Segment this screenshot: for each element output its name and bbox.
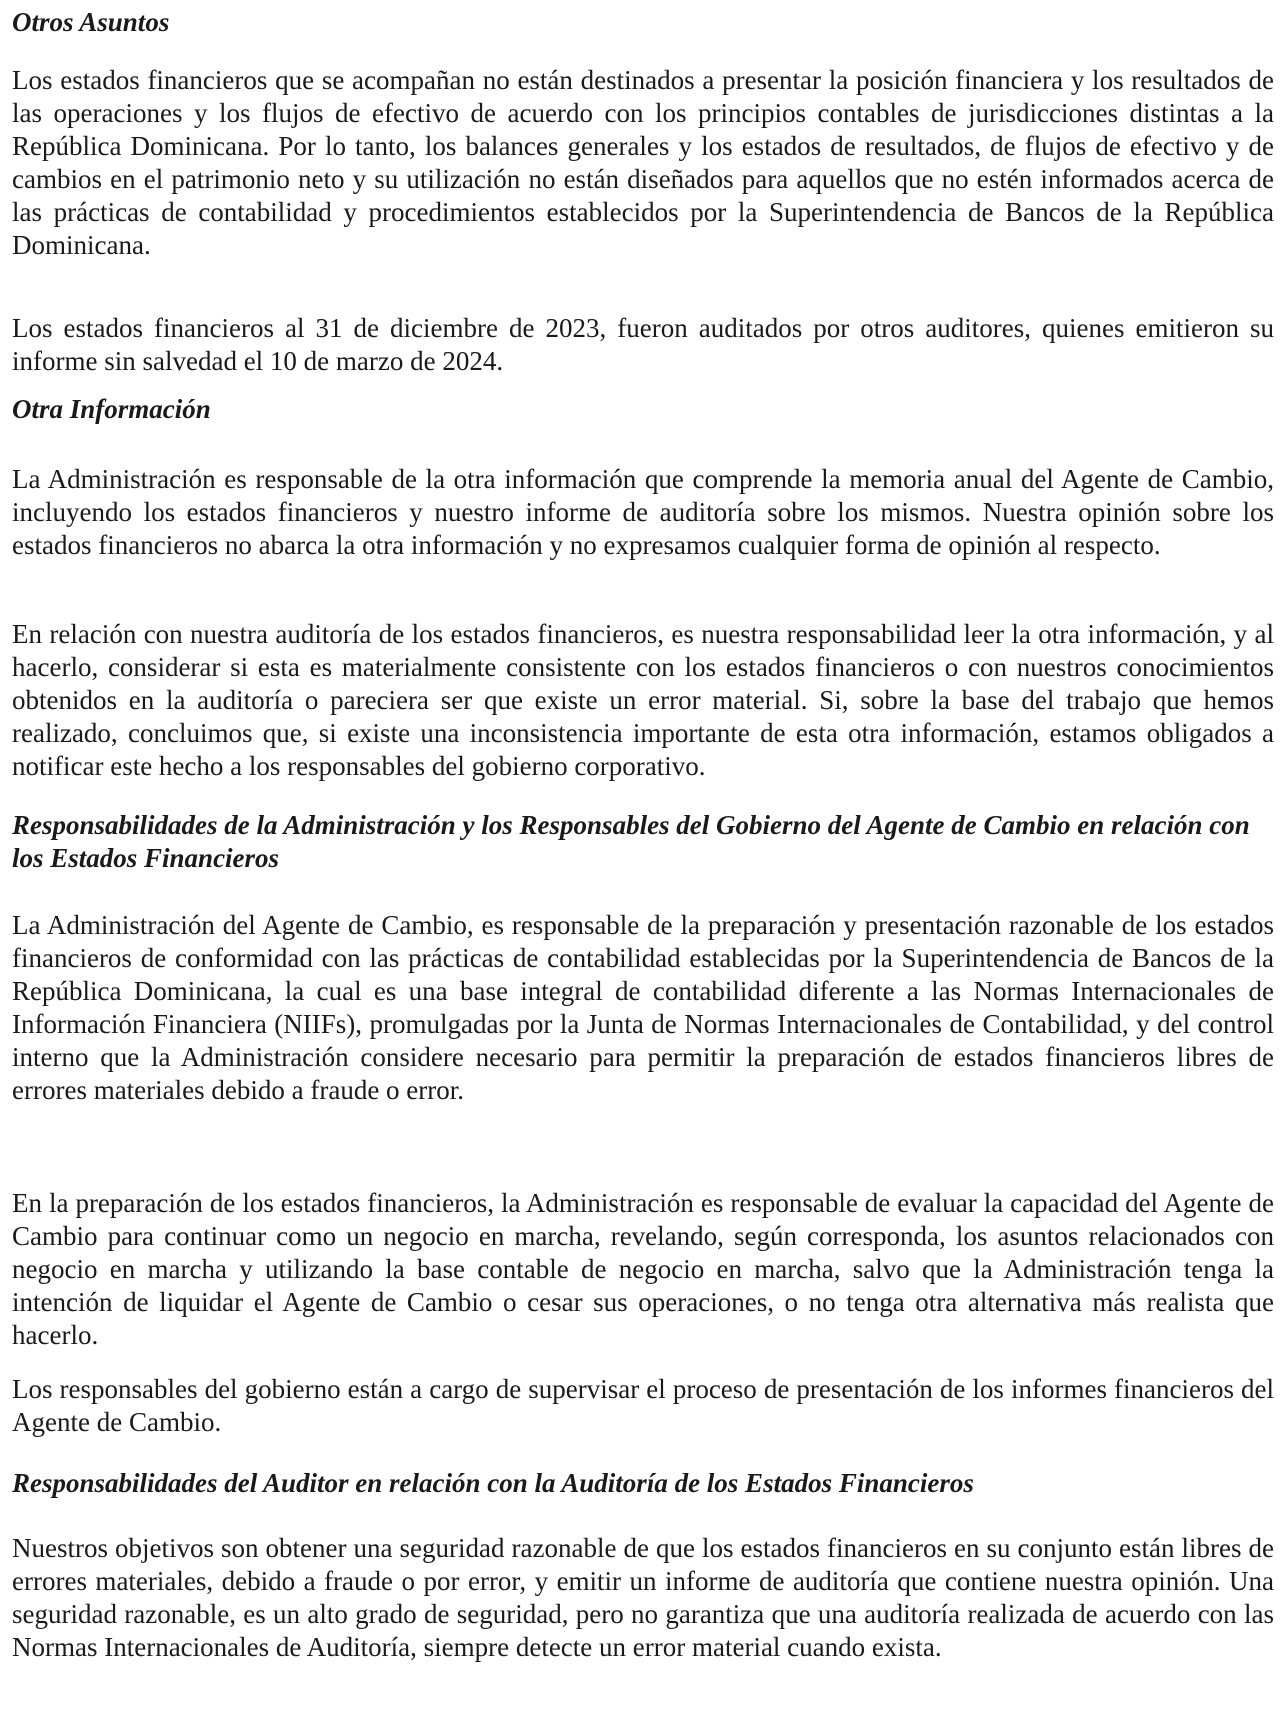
- paragraph-responsabilidades-administracion-3: Los responsables del gobierno están a cargo de supervisar el proceso de presentación de los informes financieros del Agente de Cambio.: [12, 1374, 1274, 1437]
- paragraph-otra-informacion-2: En relación con nuestra auditoría de los estados financieros, es nuestra responsabilidad leer la otra información, y al hacerlo, considerar si esta es materialmente consistente con los estados financieros o con nuestros conocimientos obtenidos en la auditoría o pareciera ser que existe un error material. Si, sobre la base del trabajo que hemos realizado, concluimos que, si existe una inconsistencia importante de esta otra información, estamos obligados a notificar este hecho a los responsables del gobierno corporativo.: [12, 619, 1274, 781]
- paragraph-responsabilidades-administracion-1: La Administración del Agente de Cambio, es responsable de la preparación y presentación razonable de los estados financieros de conformidad con las prácticas de contabilidad establecidas por la Superintendencia de Bancos de la República Dominicana, la cual es una base integral de contabilidad diferente a las Normas Internacionales de Información Financiera (NIIFs), promulgadas por la Junta de Normas Internacionales de Contabilidad, y del control interno que la Administración considere necesario para permitir la preparación de estados financieros libres de errores materiales debido a fraude o error.: [12, 910, 1274, 1105]
- paragraph-otros-asuntos-2: Los estados financieros al 31 de diciembre de 2023, fueron auditados por otros auditores, quienes emitieron su informe sin salvedad el 10 de marzo de 2024.: [12, 313, 1274, 376]
- paragraph-otros-asuntos-1: Los estados financieros que se acompañan no están destinados a presentar la posición financiera y los resultados de las operaciones y los flujos de efectivo de acuerdo con los principios contables de jurisdicciones distintas a la República Dominicana. Por lo tanto, los balances generales y los estados de resultados, de flujos de efectivo y de cambios en el patrimonio neto y su utilización no están diseñados para aquellos que no estén informados acerca de las prácticas de contabilidad y procedimientos establecidos por la Superintendencia de Bancos de la República Dominicana.: [12, 65, 1274, 260]
- paragraph-responsabilidades-administracion-2: En la preparación de los estados financieros, la Administración es responsable de evaluar la capacidad del Agente de Cambio para continuar como un negocio en marcha, revelando, según corresponda, los asuntos relacionados con negocio en marcha y utilizando la base contable de negocio en marcha, salvo que la Administración tenga la intención de liquidar el Agente de Cambio o cesar sus operaciones, o no tenga otra alternativa más realista que hacerlo.: [12, 1188, 1274, 1350]
- section-heading-responsabilidades-administracion: Responsabilidades de la Administración y los Responsables del Gobierno del Agente de Cambio en relación con los Estados Financieros: [12, 810, 1250, 873]
- paragraph-otra-informacion-1: La Administración es responsable de la otra información que comprende la memoria anual del Agente de Cambio, incluyendo los estados financieros y nuestro informe de auditoría sobre los mismos. Nuestra opinión sobre los estados financieros no abarca la otra información y no expresamos cualquier forma de opinión al respecto.: [12, 464, 1274, 560]
- paragraph-responsabilidades-auditor-1: Nuestros objetivos son obtener una seguridad razonable de que los estados financieros en su conjunto están libres de errores materiales, debido a fraude o por error, y emitir un informe de auditoría que contiene nuestra opinión. Una seguridad razonable, es un alto grado de seguridad, pero no garantiza que una auditoría realizada de acuerdo con las Normas Internacionales de Auditoría, siempre detecte un error material cuando exista.: [12, 1533, 1274, 1662]
- section-heading-responsabilidades-auditor: Responsabilidades del Auditor en relación con la Auditoría de los Estados Financieros: [12, 1468, 974, 1498]
- section-heading-otros-asuntos: Otros Asuntos: [12, 7, 170, 37]
- section-heading-otra-informacion: Otra Información: [12, 394, 211, 424]
